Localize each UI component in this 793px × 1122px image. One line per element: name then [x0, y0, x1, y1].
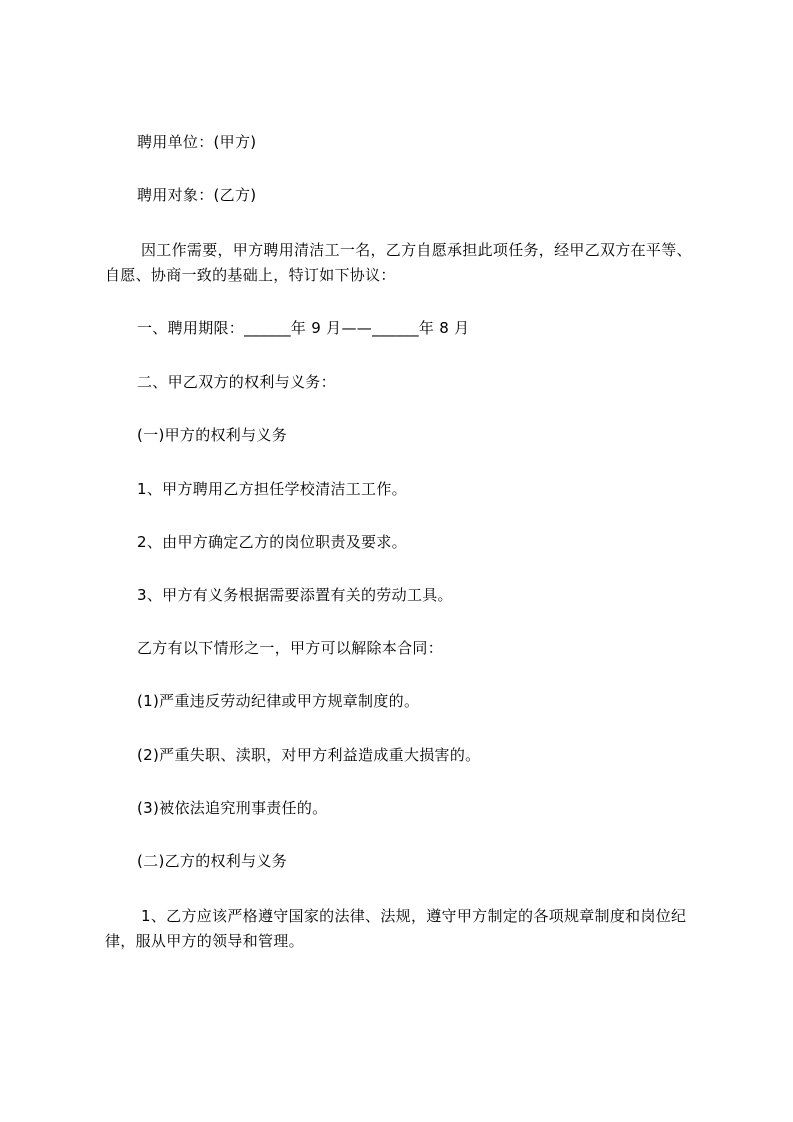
termination-item-3: (3)被依法追究刑事责任的。: [137, 799, 328, 817]
party-a-item-1: 1、甲方聘用乙方担任学校清洁工工作。: [137, 480, 407, 498]
party-a-item-3: 3、甲方有义务根据需要添置有关的劳动工具。: [137, 586, 453, 604]
party-a-item-2: 2、由甲方确定乙方的岗位职责及要求。: [137, 533, 407, 551]
employee-label: 聘用对象：(乙方): [137, 186, 257, 204]
party-b-item-1-line-2: 律，服从甲方的领导和管理。: [105, 932, 304, 950]
party-b-heading: (二)乙方的权利与义务: [137, 852, 288, 870]
employment-term: 一、聘用期限：______年 9 月——______年 8 月: [137, 319, 470, 337]
section-2-title: 二、甲乙双方的权利与义务：: [137, 373, 336, 391]
party-b-item-1-line-1: 1、乙方应该严格遵守国家的法律、法规，遵守甲方制定的各项规章制度和岗位纪: [141, 907, 687, 925]
intro-paragraph-line-1: 因工作需要，甲方聘用清洁工一名，乙方自愿承担此项任务，经甲乙双方在平等、: [141, 241, 692, 259]
party-a-heading: (一)甲方的权利与义务: [137, 426, 288, 444]
employer-label: 聘用单位：(甲方): [137, 133, 257, 151]
termination-intro: 乙方有以下情形之一，甲方可以解除本合同：: [137, 639, 444, 657]
termination-item-1: (1)严重违反劳动纪律或甲方规章制度的。: [137, 692, 420, 710]
termination-item-2: (2)严重失职、渎职，对甲方利益造成重大损害的。: [137, 746, 481, 764]
intro-paragraph-line-2: 自愿、协商一致的基础上，特订如下协议：: [105, 266, 396, 284]
